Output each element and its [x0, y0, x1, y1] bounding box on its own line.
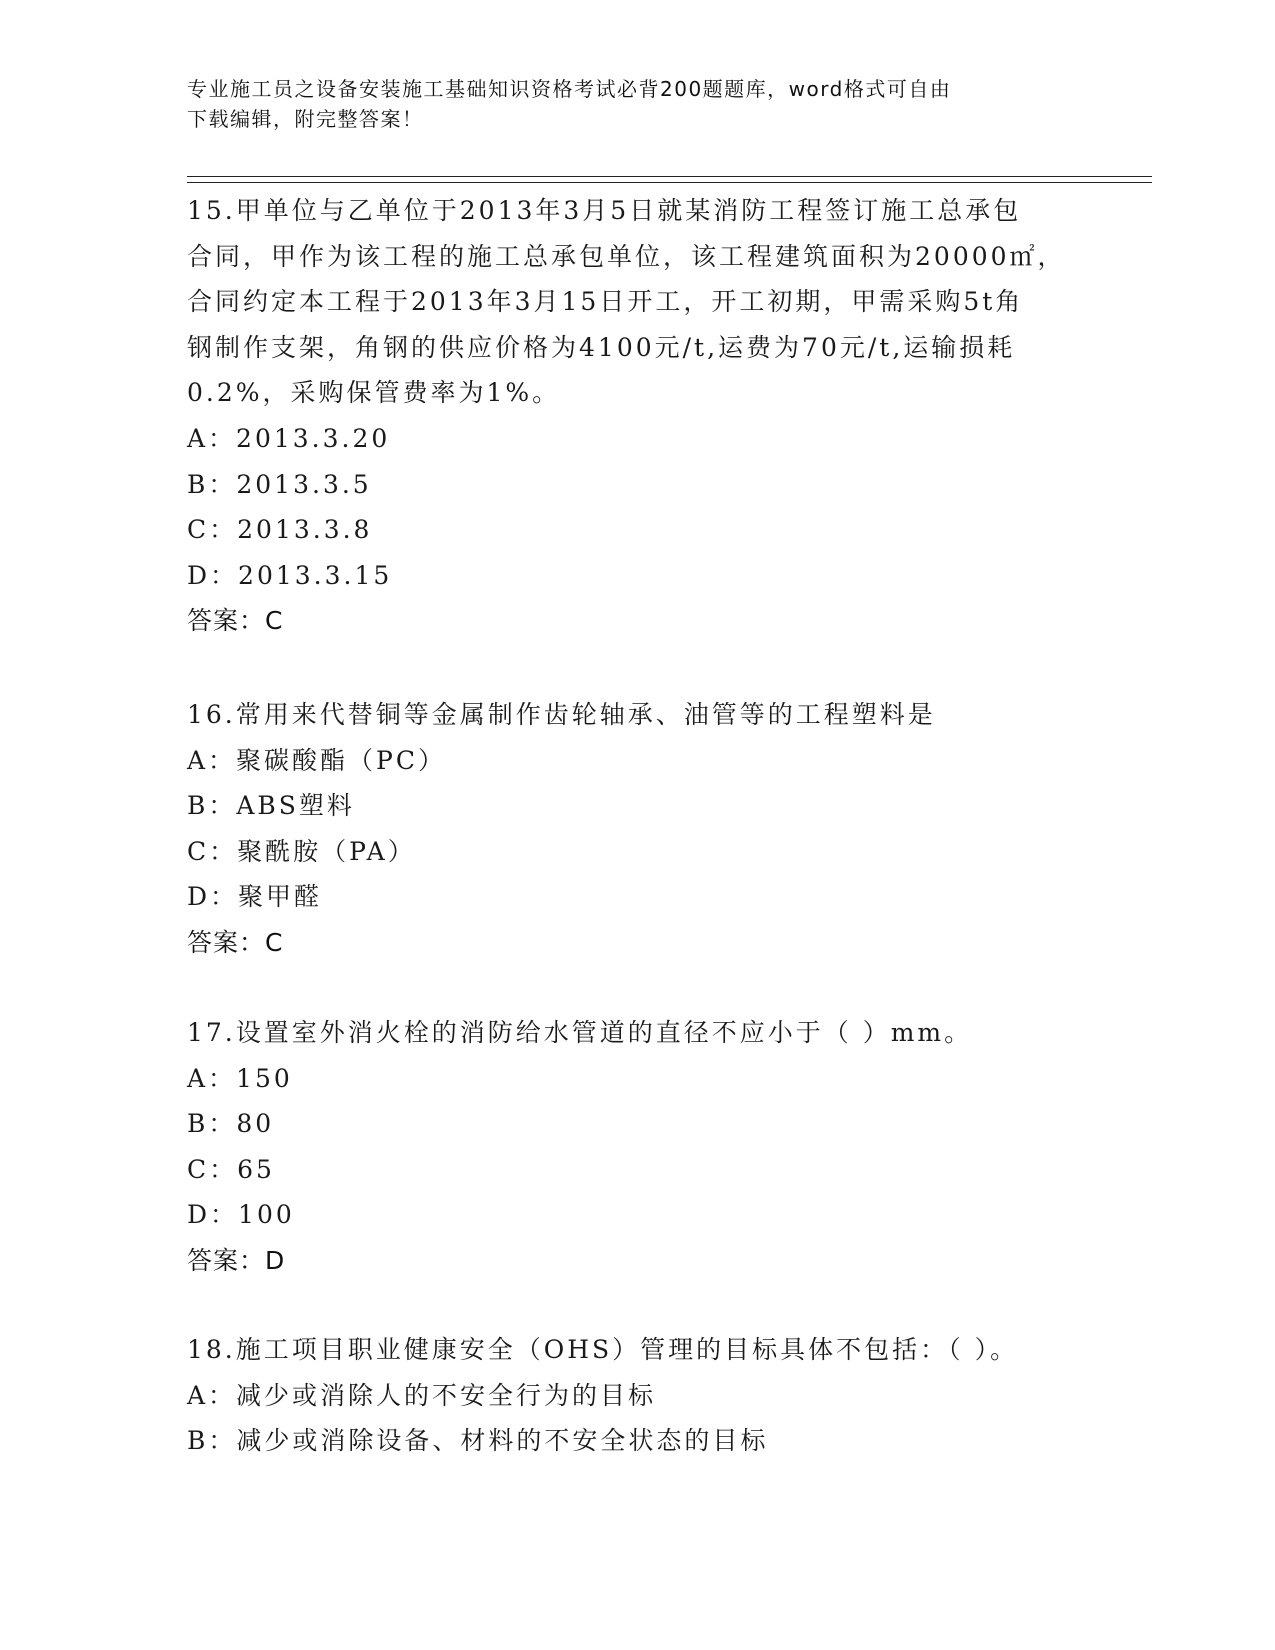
- option-b: B：减少或消除设备、材料的不安全状态的目标: [187, 1426, 769, 1456]
- question-stem-line: 15.甲单位与乙单位于2013年3月5日就某消防工程签订施工总承包: [187, 196, 1022, 225]
- answer-line: 答案：D: [187, 1245, 286, 1275]
- option-b: B：ABS塑料: [187, 791, 355, 821]
- header-line-1: 专业施工员之设备安装施工基础知识资格考试必背200题题库，word格式可自由: [187, 77, 952, 101]
- question-stem-line: 16.常用来代替铜等金属制作齿轮轴承、油管等的工程塑料是: [187, 700, 936, 729]
- option-a: A：减少或消除人的不安全行为的目标: [187, 1380, 657, 1410]
- option-a: A：2013.3.20: [187, 423, 391, 453]
- answer-line: 答案：C: [187, 606, 284, 636]
- header-line-2: 下载编辑，附完整答案！: [187, 107, 424, 131]
- question-stem-line: 18.施工项目职业健康安全（OHS）管理的目标具体不包括：（ ）。: [187, 1335, 1019, 1364]
- answer-line: 答案：C: [187, 927, 284, 957]
- question-stem-line: 合同约定本工程于2013年3月15日开工，开工初期，甲需采购5t角: [187, 287, 1024, 317]
- question-16: [187, 692, 1067, 966]
- question-stem-line: 钢制作支架，角钢的供应价格为4100元/t,运费为70元/t,运输损耗: [187, 332, 1016, 362]
- question-stem-line: 合同，甲作为该工程的施工总承包单位，该工程建筑面积为20000㎡，: [187, 241, 1066, 271]
- option-b: B：80: [187, 1109, 275, 1139]
- option-a: A：聚碳酸酯（PC）: [187, 745, 447, 775]
- option-c: C：聚酰胺（PA）: [187, 836, 416, 866]
- page-header: [187, 74, 1067, 134]
- option-a: A：150: [187, 1063, 293, 1093]
- option-d: D：100: [187, 1200, 295, 1230]
- option-c: C：2013.3.8: [187, 515, 373, 545]
- question-17: [187, 1010, 1067, 1284]
- option-d: D：2013.3.15: [187, 560, 393, 590]
- option-b: B：2013.3.5: [187, 469, 372, 499]
- question-stem-line: 0.2%，采购保管费率为1%。: [187, 378, 561, 408]
- question-18: [187, 1327, 1067, 1464]
- header-divider-bottom: [187, 182, 1152, 183]
- question-15: [187, 188, 1067, 644]
- header-divider-top: [187, 176, 1152, 177]
- option-c: C：65: [187, 1154, 275, 1184]
- option-d: D：聚甲醛: [187, 882, 323, 912]
- question-stem-line: 17.设置室外消火栓的消防给水管道的直径不应小于（ ）mm。: [187, 1018, 973, 1047]
